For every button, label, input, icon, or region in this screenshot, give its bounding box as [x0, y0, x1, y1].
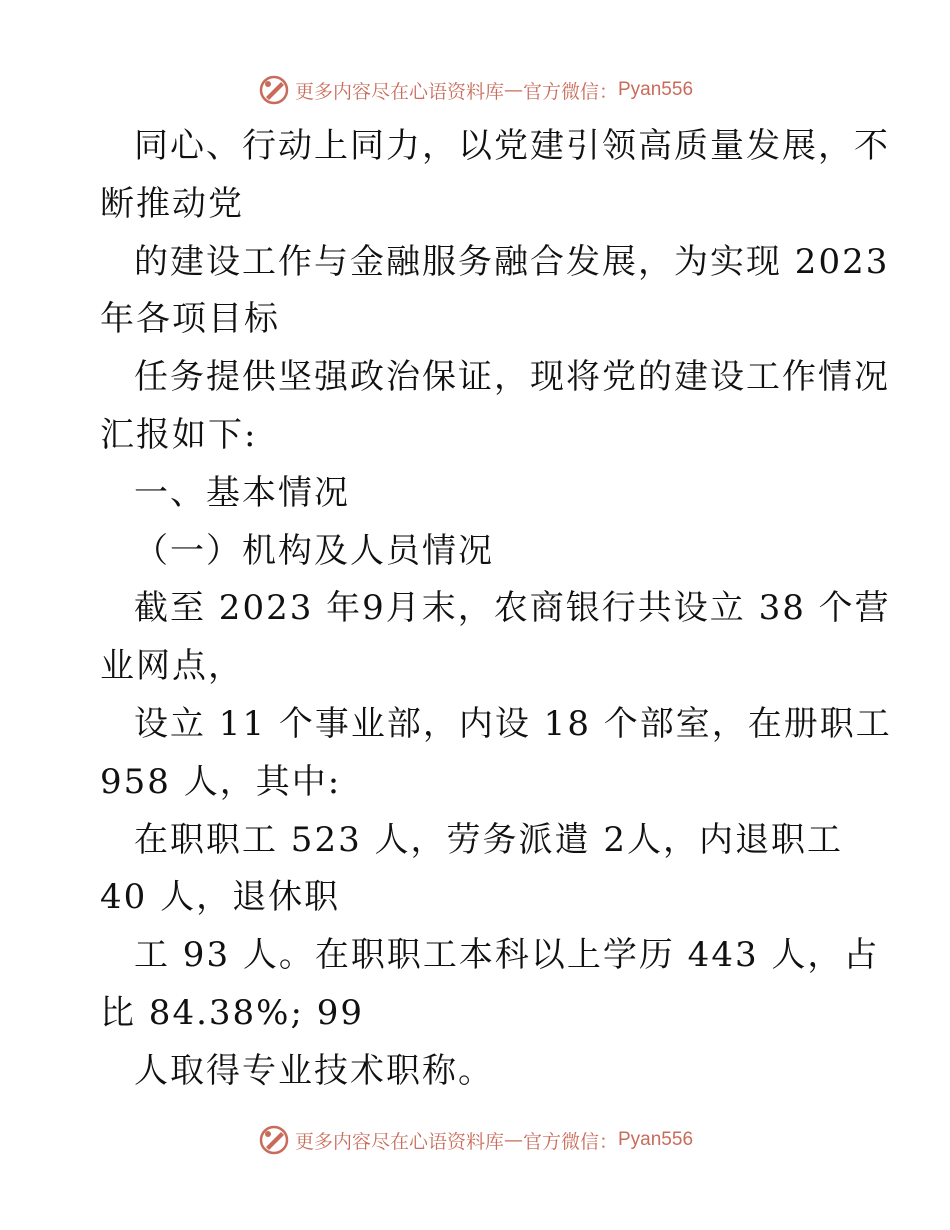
text-line: 人取得专业技术职称。 — [134, 1050, 494, 1091]
watermark-brand-text: 更多内容尽在心语资料库 — [294, 80, 504, 103]
watermark-contact-label: 官方微信： — [522, 80, 618, 103]
text-line: 同心、行动上同力，以党建引领高质量发展，不 — [134, 126, 890, 166]
footer-watermark — [0, 1120, 950, 1160]
watermark-separator: — — [503, 79, 523, 101]
watermark-brand-text: 更多内容尽在心语资料库 — [294, 1130, 504, 1153]
text-line: 汇报如下: — [100, 414, 258, 455]
document-body — [100, 118, 892, 1101]
text-line: 40 人，退休职 — [100, 877, 341, 918]
watermark-contact-label: 官方微信： — [522, 1130, 618, 1153]
text-line: 业网点， — [100, 646, 244, 687]
subsection-heading: （一）机构及人员情况 — [134, 530, 494, 571]
watermark-separator: — — [503, 1129, 523, 1151]
text-line: 在职职工 523 人，劳务派遣 2人，内退职工 — [134, 819, 843, 860]
section-heading: 一、基本情况 — [134, 472, 350, 513]
text-line: 年各项目标 — [100, 299, 280, 340]
text-line: 比 84.38%; 99 — [100, 992, 364, 1033]
text-line: 设立 11 个事业部，内设 18 个部室，在册职工 — [134, 703, 892, 744]
brand-logo-icon — [257, 73, 291, 107]
text-line: 任务提供坚强政治保证，现将党的建设工作情况 — [134, 357, 890, 398]
text-line: 958 人，其中: — [100, 761, 342, 802]
text-line: 工 93 人。在职职工本科以上学历 443 人，占 — [134, 935, 880, 976]
text-line: 的建设工作与金融服务融合发展，为实现 2023 — [134, 241, 890, 282]
watermark-contact-id: Pyan556 — [618, 79, 694, 100]
watermark-contact-id: Pyan556 — [618, 1129, 694, 1150]
brand-logo-icon — [257, 1123, 291, 1157]
header-watermark — [0, 70, 950, 110]
text-line: 截至 2023 年9月末，农商银行共设立 38 个营 — [134, 588, 891, 629]
text-line: 断推动党 — [100, 183, 244, 224]
